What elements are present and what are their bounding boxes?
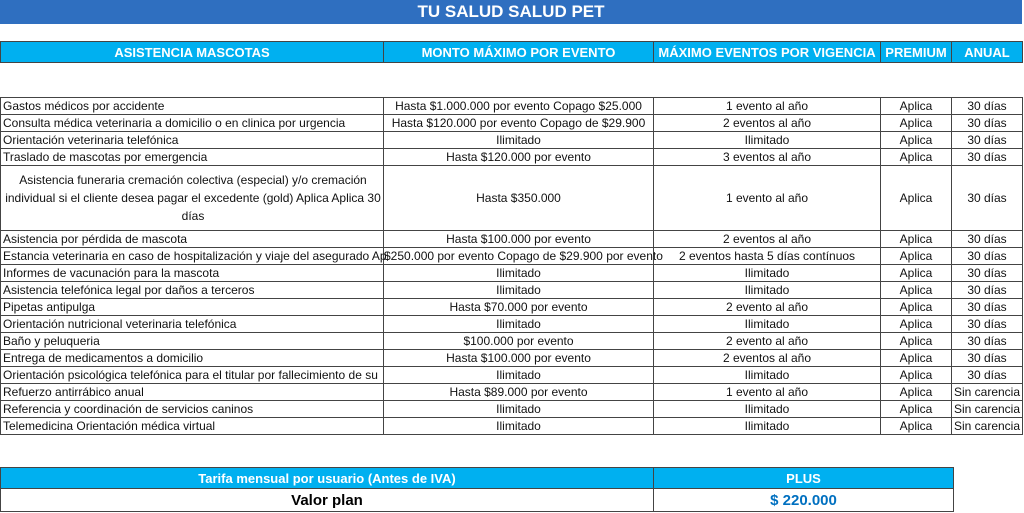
- eventos-cell[interactable]: 3 eventos al año: [654, 149, 881, 166]
- anual-cell[interactable]: 30 días: [952, 333, 1023, 350]
- pricing-header-row: [1, 468, 954, 489]
- anual-cell[interactable]: 30 días: [952, 248, 1023, 265]
- monto-cell[interactable]: Hasta $100.000 por evento: [384, 231, 654, 248]
- table-row: [1, 132, 1023, 149]
- monto-cell[interactable]: Ilimitado: [384, 367, 654, 384]
- eventos-cell[interactable]: Ilimitado: [654, 418, 881, 435]
- premium-cell[interactable]: Aplica: [881, 265, 952, 282]
- servicio-cell[interactable]: Orientación nutricional veterinaria telefónica: [1, 316, 384, 333]
- monto-cell[interactable]: Hasta $89.000 por evento: [384, 384, 654, 401]
- anual-cell[interactable]: 30 días: [952, 367, 1023, 384]
- servicio-cell[interactable]: Pipetas antipulga: [1, 299, 384, 316]
- servicio-cell[interactable]: Consulta médica veterinaria a domicilio o en clinica por urgencia: [1, 115, 384, 132]
- table-row: [1, 401, 1023, 418]
- eventos-cell[interactable]: Ilimitado: [654, 282, 881, 299]
- header-monto[interactable]: MONTO MÁXIMO POR EVENTO: [384, 42, 654, 63]
- servicio-cell[interactable]: Estancia veterinaria en caso de hospitalización y viaje del asegurado Ap: [1, 248, 384, 265]
- premium-cell[interactable]: Aplica: [881, 282, 952, 299]
- premium-cell[interactable]: Aplica: [881, 132, 952, 149]
- table-row: [1, 231, 1023, 248]
- anual-cell[interactable]: 30 días: [952, 166, 1023, 231]
- monto-cell[interactable]: Hasta $120.000 por evento Copago de $29.900: [384, 115, 654, 132]
- table-row: [1, 299, 1023, 316]
- monto-cell[interactable]: $100.000 por evento: [384, 333, 654, 350]
- header-row: [1, 42, 1023, 63]
- premium-cell[interactable]: Aplica: [881, 149, 952, 166]
- pricing-value-row: [1, 489, 954, 512]
- monto-cell[interactable]: Hasta $1.000.000 por evento Copago $25.000: [384, 98, 654, 115]
- sheet-title: TU SALUD SALUD PET: [0, 0, 1022, 24]
- anual-cell[interactable]: Sin carencia: [952, 384, 1023, 401]
- monto-cell[interactable]: Ilimitado: [384, 282, 654, 299]
- premium-cell[interactable]: Aplica: [881, 316, 952, 333]
- table-row: [1, 248, 1023, 265]
- servicio-cell[interactable]: Orientación veterinaria telefónica: [1, 132, 384, 149]
- premium-cell[interactable]: Aplica: [881, 350, 952, 367]
- table-row: [1, 265, 1023, 282]
- servicio-cell[interactable]: Referencia y coordinación de servicios caninos: [1, 401, 384, 418]
- anual-cell[interactable]: 30 días: [952, 350, 1023, 367]
- premium-cell[interactable]: Aplica: [881, 401, 952, 418]
- anual-cell[interactable]: 30 días: [952, 316, 1023, 333]
- premium-cell[interactable]: Aplica: [881, 115, 952, 132]
- servicio-cell[interactable]: Traslado de mascotas por emergencia: [1, 149, 384, 166]
- monto-cell[interactable]: $250.000 por evento Copago de $29.900 por evento: [384, 249, 663, 263]
- servicio-cell[interactable]: Asistencia por pérdida de mascota: [1, 231, 384, 248]
- eventos-cell[interactable]: 2 evento al año: [654, 299, 881, 316]
- pricing-footer: [0, 467, 954, 512]
- premium-cell[interactable]: Aplica: [881, 367, 952, 384]
- anual-cell[interactable]: 30 días: [952, 115, 1023, 132]
- table-row: [1, 418, 1023, 435]
- header-asistencia[interactable]: ASISTENCIA MASCOTAS: [1, 42, 384, 63]
- servicio-cell[interactable]: Informes de vacunación para la mascota: [1, 265, 384, 282]
- anual-cell[interactable]: 30 días: [952, 265, 1023, 282]
- monto-cell[interactable]: Hasta $120.000 por evento: [384, 149, 654, 166]
- monto-cell[interactable]: Ilimitado: [384, 418, 654, 435]
- table-row: [1, 98, 1023, 115]
- valor-plan-price[interactable]: $ 220.000: [654, 489, 954, 512]
- eventos-cell[interactable]: 2 eventos al año: [654, 231, 881, 248]
- eventos-cell[interactable]: 2 eventos al año: [654, 350, 881, 367]
- servicio-cell[interactable]: Refuerzo antirrábico anual: [1, 384, 384, 401]
- anual-cell[interactable]: 30 días: [952, 149, 1023, 166]
- eventos-cell[interactable]: Ilimitado: [654, 401, 881, 418]
- monto-cell[interactable]: Ilimitado: [384, 316, 654, 333]
- eventos-cell[interactable]: 1 evento al año: [654, 384, 881, 401]
- servicio-cell[interactable]: Entrega de medicamentos a domicilio: [1, 350, 384, 367]
- tarifa-label[interactable]: Tarifa mensual por usuario (Antes de IVA): [1, 468, 654, 489]
- anual-cell[interactable]: Sin carencia: [952, 418, 1023, 435]
- monto-cell[interactable]: Hasta $70.000 por evento: [384, 299, 654, 316]
- anual-cell[interactable]: 30 días: [952, 282, 1023, 299]
- table-row: [1, 115, 1023, 132]
- header-anual[interactable]: ANUAL: [952, 42, 1023, 63]
- monto-cell[interactable]: Hasta $350.000: [384, 166, 654, 231]
- premium-cell[interactable]: Aplica: [881, 418, 952, 435]
- eventos-cell[interactable]: 1 evento al año: [654, 98, 881, 115]
- anual-cell[interactable]: 30 días: [952, 299, 1023, 316]
- eventos-cell[interactable]: Ilimitado: [654, 316, 881, 333]
- table-row: [1, 282, 1023, 299]
- servicio-cell[interactable]: Asistencia telefónica legal por daños a terceros: [1, 282, 384, 299]
- premium-cell[interactable]: Aplica: [881, 333, 952, 350]
- servicio-cell[interactable]: Gastos médicos por accidente: [1, 98, 384, 115]
- premium-cell[interactable]: Aplica: [881, 166, 952, 231]
- monto-cell[interactable]: Ilimitado: [384, 401, 654, 418]
- table-row: [1, 166, 1023, 231]
- table-row: [1, 367, 1023, 384]
- benefits-table: [0, 97, 1023, 435]
- premium-cell[interactable]: Aplica: [881, 384, 952, 401]
- anual-cell[interactable]: Sin carencia: [952, 401, 1023, 418]
- monto-cell[interactable]: Ilimitado: [384, 265, 654, 282]
- table-row: [1, 149, 1023, 166]
- eventos-cell[interactable]: Ilimitado: [654, 265, 881, 282]
- premium-cell[interactable]: Aplica: [881, 98, 952, 115]
- anual-cell[interactable]: 30 días: [952, 98, 1023, 115]
- servicio-cell[interactable]: Baño y peluqueria: [1, 333, 384, 350]
- table-row: [1, 350, 1023, 367]
- premium-cell[interactable]: Aplica: [881, 231, 952, 248]
- valor-plan-label[interactable]: Valor plan: [1, 489, 654, 512]
- table-row: [1, 384, 1023, 401]
- eventos-cell[interactable]: 2 evento al año: [654, 333, 881, 350]
- premium-cell[interactable]: Aplica: [881, 299, 952, 316]
- anual-cell[interactable]: 30 días: [952, 231, 1023, 248]
- table-row: [1, 333, 1023, 350]
- monto-cell[interactable]: Ilimitado: [384, 132, 654, 149]
- premium-cell[interactable]: Aplica: [881, 248, 952, 265]
- eventos-cell[interactable]: 2 eventos al año: [654, 115, 881, 132]
- servicio-cell[interactable]: Asistencia funeraria cremación colectiva (especial) y/o cremación individual si el cliente desea pagar el excedente (gold) Aplica Aplica 30 días: [1, 166, 384, 231]
- servicio-cell[interactable]: Telemedicina Orientación médica virtual: [1, 418, 384, 435]
- monto-cell[interactable]: Hasta $100.000 por evento: [384, 350, 654, 367]
- eventos-cell[interactable]: 1 evento al año: [654, 166, 881, 231]
- servicio-cell[interactable]: Orientación psicológica telefónica para el titular por fallecimiento de su: [1, 367, 384, 384]
- header-premium[interactable]: PREMIUM: [881, 42, 952, 63]
- table-row: [1, 316, 1023, 333]
- header-table: [0, 41, 1023, 63]
- header-eventos[interactable]: MÁXIMO EVENTOS POR VIGENCIA: [654, 42, 881, 63]
- eventos-cell[interactable]: Ilimitado: [654, 367, 881, 384]
- eventos-cell[interactable]: 2 eventos hasta 5 días contínuos: [654, 248, 881, 265]
- eventos-cell[interactable]: Ilimitado: [654, 132, 881, 149]
- anual-cell[interactable]: 30 días: [952, 132, 1023, 149]
- plan-header[interactable]: PLUS: [654, 468, 954, 489]
